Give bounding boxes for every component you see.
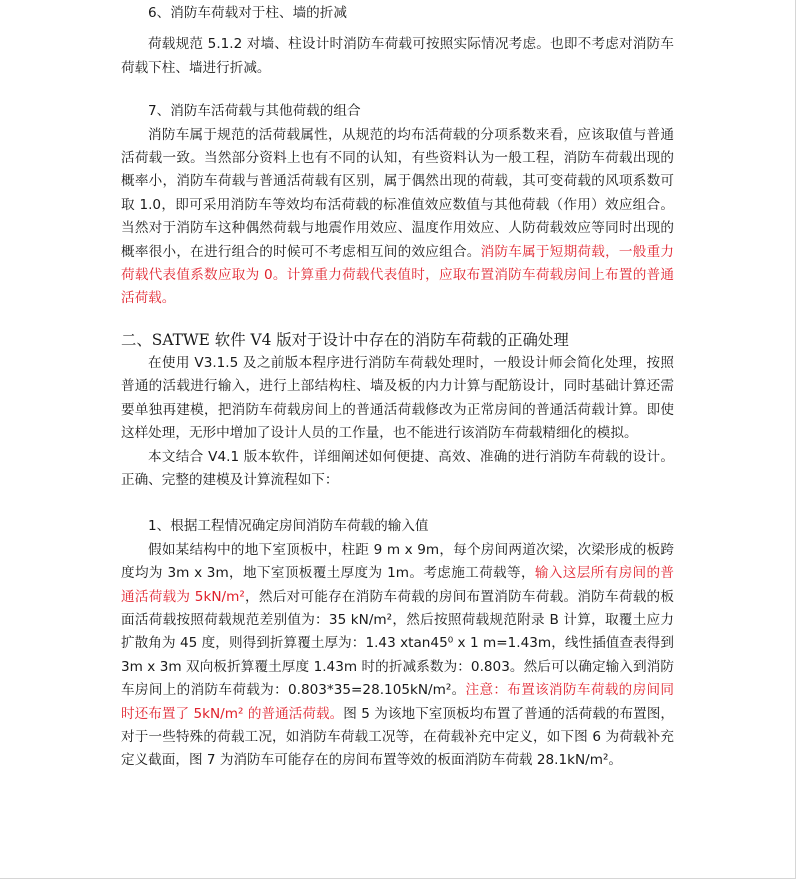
section-7-body [121, 124, 674, 311]
part-2-title: 二、SATWE 软件 V4 版对于设计中存在的消防车荷载的正确处理 [121, 330, 569, 349]
section-6-heading: 6、消防车荷载对于柱、墙的折减 [148, 5, 347, 21]
document-body [121, 0, 674, 773]
section-7-heading: 7、消防车活荷载与其他荷载的组合 [148, 103, 361, 120]
step-1-text-a: 假如某结构中的地下室顶板中，柱距 9 m x 9m，每个房间两道次梁，次梁形成的板跨度均为 3m x 3m，地下室顶板覆土厚度为 1m。考虑施工荷载等， [121, 541, 674, 582]
step-1-highlight-a: 输入这层所有房间的普通活荷载为 5kN/m² [121, 565, 675, 605]
step-1-body [121, 539, 674, 773]
step-1-text-b: ，然后对可能存在消防车荷载的房间布置消防车荷载。消防车荷载的板面活荷载按照荷载规范差别值为：35 kN/m²，然后按照荷载规范附录 B 计算，取覆土应力扩散角为 45 度，则得到折算覆土厚为：1.43 xtan45⁰ x 1 m=1.43m，线性插值查表得到 3m x 3m 双向板折算覆土厚度 1.43m 时的折减系数为：0.803。然后可以确定输入到消防车房间上的消防车荷载为：0.803*35=28.105kN/m²。 [121, 588, 674, 699]
step-1-highlight-b: 注意：布置该消防车荷载的房间同时还布置了 5kN/m² 的普通活荷载。 [121, 682, 674, 722]
section-7-text: 消防车属于规范的活荷载属性，从规范的均布活荷载的分项系数来看，应该取值与普通活荷载一致。当然部分资料上也有不同的认知，有些资料认为一般工程，消防车荷载出现的概率小，消防车荷载与普通活荷载有区别，属于偶然出现的荷载，其可变荷载的风项系数可取 1.0，即可采用消防车等效均布活荷载的标准值效应数值与其他荷载（作用）效应组合。当然对于消防车这种偶然荷载与地震作用效应、温度作用效应、人防荷载效应等同时出现的概率很小，在进行组合的时候可不考虑相互间的效应组合。 [121, 126, 674, 260]
section-7-highlight: 消防车属于短期荷载，一般重力荷载代表值系数应取为 0。计算重力荷载代表值时，应取布置消防车荷载房间上布置的普通活荷载。 [121, 243, 675, 307]
part-2-para-1: 在使用 V3.1.5 及之前版本程序进行消防车荷载处理时，一般设计师会简化处理，按照普通的活载进行输入，进行上部结构柱、墙及板的内力计算与配筋设计，同时基础计算还需要单独再建模，把消防车荷载房间上的普通活荷载修改为正常房间的普通活荷载计算。即使这样处理，无形中增加了设计人员的工作量，也不能进行该消防车荷载精细化的模拟。 [121, 354, 674, 442]
step-1-text-c: 图 5 为该地下室顶板均布置了普通的活荷载的布置图，对于一些特殊的荷载工况，如消防车荷载工况等，在荷载补充中定义，如下图 6 为荷载补充定义截面，图 7 为消防车可能存在的房间布置等效的板面消防车荷载 28.1kN/m²。 [121, 705, 674, 769]
part-2-para-2: 本文结合 V4.1 版本软件，详细阐述如何便捷、高效、准确的进行消防车荷载的设计。正确、完整的建模及计算流程如下： [121, 448, 674, 488]
step-1-heading: 1、根据工程情况确定房间消防车荷载的输入值 [148, 518, 429, 535]
section-6-body: 荷载规范 5.1.2 对墙、柱设计时消防车荷载可按照实际情况考虑。也即不考虑对消防车荷载下柱、墙进行折减。 [121, 36, 674, 76]
